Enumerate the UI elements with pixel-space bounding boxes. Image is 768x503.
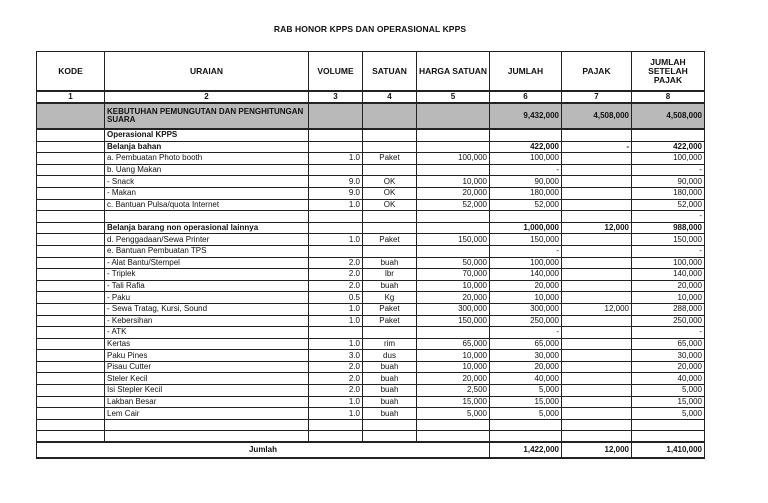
cell-volume [309,141,363,153]
cell-volume: 1.0 [309,338,363,350]
cell-pajak [562,187,632,199]
cell-harga-satuan [417,141,490,153]
cell-jumlah: 20,000 [490,280,562,292]
cell-pajak [562,408,632,420]
cell-pajak [562,373,632,385]
cell-jumlah-setelah-pajak: 250,000 [632,315,705,327]
cell-pajak [562,245,632,257]
cell-satuan: rim [363,338,417,350]
cell-jumlah: 422,000 [490,141,562,153]
cell-uraian: - Makan [105,187,309,199]
cell-satuan [363,419,417,431]
table-row [37,408,705,420]
cell-uraian: - ATK [105,327,309,339]
cell-uraian [105,211,309,223]
cell-kode [37,245,105,257]
cell-jumlah-setelah-pajak: 52,000 [632,199,705,211]
cell-pajak: 12,000 [562,222,632,234]
cell-uraian: a. Pembuatan Photo booth [105,153,309,165]
cell-satuan [363,327,417,339]
table-row [37,164,705,176]
cell-satuan [363,164,417,176]
cell-volume: 2.0 [309,280,363,292]
cell-volume: 1.0 [309,303,363,315]
cell-kode [37,303,105,315]
table-row [37,269,705,281]
cell-satuan: lbr [363,269,417,281]
cell-volume: 1.0 [309,396,363,408]
cell-harga-satuan: 2,500 [417,385,490,397]
cell-uraian: d. Penggadaan/Sewa Printer [105,234,309,246]
cell-jumlah-setelah-pajak: - [632,164,705,176]
table-row [37,396,705,408]
cell-harga-satuan: 20,000 [417,187,490,199]
table-row [37,338,705,350]
cell-jumlah [490,129,562,141]
cell-volume: 9.0 [309,176,363,188]
cell-jumlah-setelah-pajak: 30,000 [632,350,705,362]
cell-jumlah-setelah-pajak: 140,000 [632,269,705,281]
table-row [37,419,705,431]
header-volume: VOLUME [309,52,363,92]
cell-satuan: buah [363,257,417,269]
cell-jumlah: 15,000 [490,396,562,408]
cell-harga-satuan: 20,000 [417,292,490,304]
table-row [37,327,705,339]
cell-jumlah-setelah-pajak: 10,000 [632,292,705,304]
cell-uraian: Operasional KPPS [105,129,309,141]
document-title: RAB HONOR KPPS DAN OPERASIONAL KPPS [273,24,467,34]
cell-jumlah: 100,000 [490,153,562,165]
table-row [37,257,705,269]
cell-volume [309,222,363,234]
cell-pajak [562,280,632,292]
cell-kode [37,361,105,373]
cell-harga-satuan [417,164,490,176]
cell-pajak [562,396,632,408]
cell-uraian: Pisau Cutter [105,361,309,373]
cell-harga-satuan: 300,000 [417,303,490,315]
cell-jumlah: 65,000 [490,338,562,350]
section-volume [309,103,363,129]
cell-satuan [363,245,417,257]
cell-jumlah: 5,000 [490,408,562,420]
cell-jumlah-setelah-pajak: 100,000 [632,153,705,165]
cell-satuan: buah [363,396,417,408]
cell-satuan [363,141,417,153]
cell-pajak [562,257,632,269]
cell-kode [37,373,105,385]
cell-pajak [562,338,632,350]
cell-volume [309,129,363,141]
table-row [37,153,705,165]
cell-jumlah: 5,000 [490,385,562,397]
cell-pajak [562,385,632,397]
cell-pajak [562,211,632,223]
cell-kode [37,199,105,211]
column-number: 1 [37,91,105,103]
cell-jumlah: 180,000 [490,187,562,199]
column-number: 2 [105,91,309,103]
cell-pajak [562,153,632,165]
cell-kode [37,257,105,269]
cell-satuan: buah [363,361,417,373]
header-uraian: URAIAN [105,52,309,92]
column-number: 7 [562,91,632,103]
cell-harga-satuan: 65,000 [417,338,490,350]
cell-kode [37,129,105,141]
cell-kode [37,153,105,165]
table-row [37,303,705,315]
cell-jumlah-setelah-pajak: 422,000 [632,141,705,153]
cell-jumlah-setelah-pajak: 150,000 [632,234,705,246]
cell-volume: 3.0 [309,350,363,362]
cell-uraian: b. Uang Makan [105,164,309,176]
header-kode: KODE [37,52,105,92]
cell-kode [37,234,105,246]
table-row [37,222,705,234]
cell-volume [309,245,363,257]
cell-uraian: c. Bantuan Pulsa/quota Internet [105,199,309,211]
cell-uraian: - Sewa Tratag, Kursi, Sound [105,303,309,315]
cell-pajak [562,269,632,281]
table-row [37,245,705,257]
cell-uraian: Kertas [105,338,309,350]
cell-volume: 1.0 [309,234,363,246]
cell-pajak: 12,000 [562,303,632,315]
table-row [37,280,705,292]
cell-jumlah-setelah-pajak: 65,000 [632,338,705,350]
section-harga [417,103,490,129]
cell-kode [37,408,105,420]
cell-satuan [363,211,417,223]
cell-uraian: e. Bantuan Pembuatan TPS [105,245,309,257]
cell-jumlah-setelah-pajak: 988,000 [632,222,705,234]
cell-satuan: Paket [363,153,417,165]
cell-harga-satuan: 20,000 [417,373,490,385]
cell-volume: 2.0 [309,269,363,281]
header-jumlah-setelah-pajak: JUMLAH SETELAH PAJAK [632,52,705,92]
cell-volume: 0.5 [309,292,363,304]
cell-volume [309,211,363,223]
cell-jumlah-setelah-pajak: 20,000 [632,361,705,373]
cell-uraian: - Triplek [105,269,309,281]
cell-volume [309,327,363,339]
cell-jumlah: 90,000 [490,176,562,188]
cell-volume: 2.0 [309,385,363,397]
cell-pajak [562,327,632,339]
section-row [37,103,705,129]
cell-jumlah: 1,000,000 [490,222,562,234]
cell-jumlah-setelah-pajak: 5,000 [632,385,705,397]
cell-harga-satuan: 15,000 [417,396,490,408]
cell-satuan: Kg [363,292,417,304]
cell-pajak [562,361,632,373]
cell-kode [37,315,105,327]
table-row [37,199,705,211]
cell-jumlah [490,419,562,431]
cell-jumlah: 30,000 [490,350,562,362]
cell-satuan: OK [363,187,417,199]
column-number: 6 [490,91,562,103]
cell-harga-satuan: 5,000 [417,408,490,420]
spacer-row [37,431,705,443]
cell-jumlah-setelah-pajak: 20,000 [632,280,705,292]
cell-satuan: Paket [363,303,417,315]
total-jumlah: 1,422,000 [490,442,562,458]
table-row [37,187,705,199]
cell-pajak [562,129,632,141]
cell-uraian: Lakban Besar [105,396,309,408]
cell-volume [309,419,363,431]
cell-jumlah: 140,000 [490,269,562,281]
table-row [37,361,705,373]
cell-jumlah-setelah-pajak: 5,000 [632,408,705,420]
cell-uraian: - Alat Bantu/Stempel [105,257,309,269]
cell-kode [37,164,105,176]
cell-jumlah-setelah-pajak: 15,000 [632,396,705,408]
cell-pajak [562,292,632,304]
table-row [37,129,705,141]
cell-kode [37,292,105,304]
cell-harga-satuan: 52,000 [417,199,490,211]
cell-kode [37,327,105,339]
column-number: 5 [417,91,490,103]
cell-kode [37,141,105,153]
cell-kode [37,176,105,188]
total-row [37,442,705,458]
cell-uraian: Lem Cair [105,408,309,420]
column-number: 3 [309,91,363,103]
section-kode [37,103,105,129]
cell-jumlah [490,211,562,223]
cell-uraian: Belanja bahan [105,141,309,153]
cell-satuan: Paket [363,234,417,246]
section-satuan [363,103,417,129]
cell-kode [37,222,105,234]
cell-jumlah-setelah-pajak: 40,000 [632,373,705,385]
cell-harga-satuan: 70,000 [417,269,490,281]
cell-satuan: buah [363,373,417,385]
cell-pajak [562,315,632,327]
cell-satuan: OK [363,176,417,188]
cell-kode [37,396,105,408]
cell-volume: 9.0 [309,187,363,199]
table-row [37,141,705,153]
cell-jumlah-setelah-pajak: 288,000 [632,303,705,315]
cell-volume: 1.0 [309,408,363,420]
cell-jumlah-setelah-pajak: - [632,327,705,339]
total-setelah: 1,410,000 [632,442,705,458]
cell-jumlah: 10,000 [490,292,562,304]
section-label: KEBUTUHAN PEMUNGUTAN DAN PENGHITUNGAN SUARA [105,103,309,129]
header-pajak: PAJAK [562,52,632,92]
cell-harga-satuan: 10,000 [417,350,490,362]
cell-jumlah-setelah-pajak [632,419,705,431]
cell-kode [37,350,105,362]
table-row [37,234,705,246]
cell-uraian: Steler Kecil [105,373,309,385]
section-jumlah: 9,432,000 [490,103,562,129]
cell-satuan: buah [363,408,417,420]
cell-satuan: Paket [363,315,417,327]
cell-volume [309,164,363,176]
cell-harga-satuan: 150,000 [417,315,490,327]
header-harga-satuan: HARGA SATUAN [417,52,490,92]
cell-volume: 1.0 [309,315,363,327]
table-row [37,350,705,362]
cell-harga-satuan: 10,000 [417,280,490,292]
cell-uraian: Belanja barang non operasional lainnya [105,222,309,234]
cell-jumlah-setelah-pajak: 100,000 [632,257,705,269]
cell-kode [37,419,105,431]
cell-satuan: OK [363,199,417,211]
cell-pajak [562,199,632,211]
cell-jumlah: 52,000 [490,199,562,211]
cell-satuan: dus [363,350,417,362]
cell-jumlah-setelah-pajak: 90,000 [632,176,705,188]
cell-pajak: - [562,141,632,153]
cell-satuan: buah [363,280,417,292]
total-pajak: 12,000 [562,442,632,458]
cell-pajak [562,176,632,188]
cell-harga-satuan [417,419,490,431]
section-pajak: 4,508,000 [562,103,632,129]
cell-jumlah: - [490,245,562,257]
cell-uraian: - Tali Rafia [105,280,309,292]
cell-jumlah: 40,000 [490,373,562,385]
cell-satuan [363,222,417,234]
cell-pajak [562,164,632,176]
cell-harga-satuan [417,245,490,257]
cell-harga-satuan: 100,000 [417,153,490,165]
cell-satuan: buah [363,385,417,397]
table-row [37,373,705,385]
table-row [37,176,705,188]
cell-jumlah: 150,000 [490,234,562,246]
cell-kode [37,280,105,292]
cell-pajak [562,234,632,246]
cell-jumlah: - [490,327,562,339]
total-label: Jumlah [37,442,490,458]
table-row [37,385,705,397]
cell-volume: 2.0 [309,373,363,385]
cell-volume: 1.0 [309,153,363,165]
cell-volume: 1.0 [309,199,363,211]
cell-pajak [562,350,632,362]
cell-jumlah-setelah-pajak [632,129,705,141]
cell-jumlah: - [490,164,562,176]
rab-table [36,51,705,459]
cell-uraian: - Kebersihan [105,315,309,327]
cell-harga-satuan [417,129,490,141]
column-number: 4 [363,91,417,103]
table-row [37,292,705,304]
cell-jumlah: 300,000 [490,303,562,315]
cell-kode [37,338,105,350]
cell-harga-satuan [417,222,490,234]
cell-uraian: - Paku [105,292,309,304]
cell-jumlah-setelah-pajak: - [632,211,705,223]
cell-jumlah-setelah-pajak: 180,000 [632,187,705,199]
cell-volume: 2.0 [309,361,363,373]
cell-uraian [105,419,309,431]
cell-harga-satuan: 10,000 [417,176,490,188]
column-number-row [37,91,705,103]
cell-jumlah: 100,000 [490,257,562,269]
cell-jumlah: 250,000 [490,315,562,327]
header-satuan: SATUAN [363,52,417,92]
cell-harga-satuan: 150,000 [417,234,490,246]
cell-kode [37,269,105,281]
cell-uraian: - Snack [105,176,309,188]
table-row [37,211,705,223]
table-header-row [37,52,705,92]
cell-jumlah-setelah-pajak: - [632,245,705,257]
header-jumlah: JUMLAH [490,52,562,92]
table-row [37,315,705,327]
cell-pajak [562,419,632,431]
cell-jumlah: 20,000 [490,361,562,373]
cell-harga-satuan [417,327,490,339]
cell-kode [37,187,105,199]
cell-uraian: Isi Stepler Kecil [105,385,309,397]
column-number: 8 [632,91,705,103]
cell-harga-satuan: 10,000 [417,361,490,373]
cell-harga-satuan: 50,000 [417,257,490,269]
section-setelah: 4,508,000 [632,103,705,129]
cell-uraian: Paku Pines [105,350,309,362]
cell-satuan [363,129,417,141]
cell-harga-satuan [417,211,490,223]
cell-kode [37,211,105,223]
cell-kode [37,385,105,397]
cell-volume: 2.0 [309,257,363,269]
